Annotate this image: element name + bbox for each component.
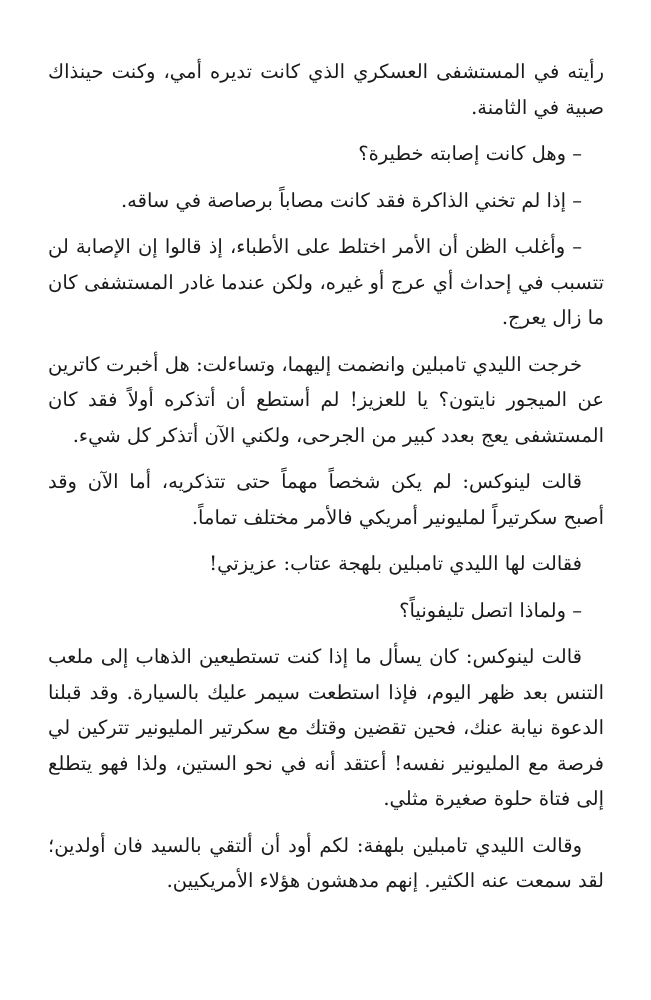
paragraph-10: وقالت الليدي تامبلين بلهفة: لكم أود أن ألتقي بالسيد فان أولدين؛ لقد سمعت عنه الكثير. إنهم مدهشون هؤلاء الأمريكيين.	[48, 833, 604, 892]
paragraph-8: – ولماذا اتصل تليفونياً؟	[399, 598, 582, 622]
paragraph-6: قالت لينوكس: لم يكن شخصاً مهماً حتى تتذكريه، أما الآن وقد أصبح سكرتيراً لمليونير أمريكي فالأمر مختلف تماماً.	[48, 470, 604, 529]
paragraph-1: رأيته في المستشفى العسكري الذي كانت تديره أمي، وكنت حينذاك صبية في الثامنة.	[48, 60, 604, 119]
paragraph-7: فقالت لها الليدي تامبلين بلهجة عتاب: عزيزتي!	[209, 552, 582, 575]
paragraph-4: – وأغلب الظن أن الأمر اختلط على الأطباء، إذ قالوا إن الإصابة لن تتسبب في إحداث أي عرج أو غيره، ولكن عندما غادر المستشفى كان ما زال يعرج.	[48, 235, 604, 329]
paragraph-3: – إذا لم تخني الذاكرة فقد كانت مصاباً برصاصة في ساقه.	[120, 188, 582, 212]
paragraph-5: خرجت الليدي تامبلين وانضمت إليهما، وتساءلت: هل أخبرت كاترين عن الميجور نايتون؟ يا للعزيز! لم أستطع أن أتذكره أولاً فقد كان المستشفى يعج بعدد كبير من الجرحى، ولكني الآن أتذكر كل شيء.	[48, 352, 604, 447]
book-page	[48, 54, 604, 910]
paragraph-2: – وهل كانت إصابته خطيرة؟	[358, 142, 582, 165]
paragraph-9: قالت لينوكس: كان يسأل ما إذا كنت تستطيعين الذهاب إلى ملعب التنس بعد ظهر اليوم، فإذا استطعت سيمر عليك بالسيارة. وقد قبلنا الدعوة نيابة عنك، فحين تقضين وقتك مع سكرتير المليونير تتركين لي فرصة مع المليونير نفسه! أعتقد أنه في نحو الستين، ولذا فهو يتطلع إلى فتاة حلوة صغيرة مثلي.	[48, 645, 604, 810]
